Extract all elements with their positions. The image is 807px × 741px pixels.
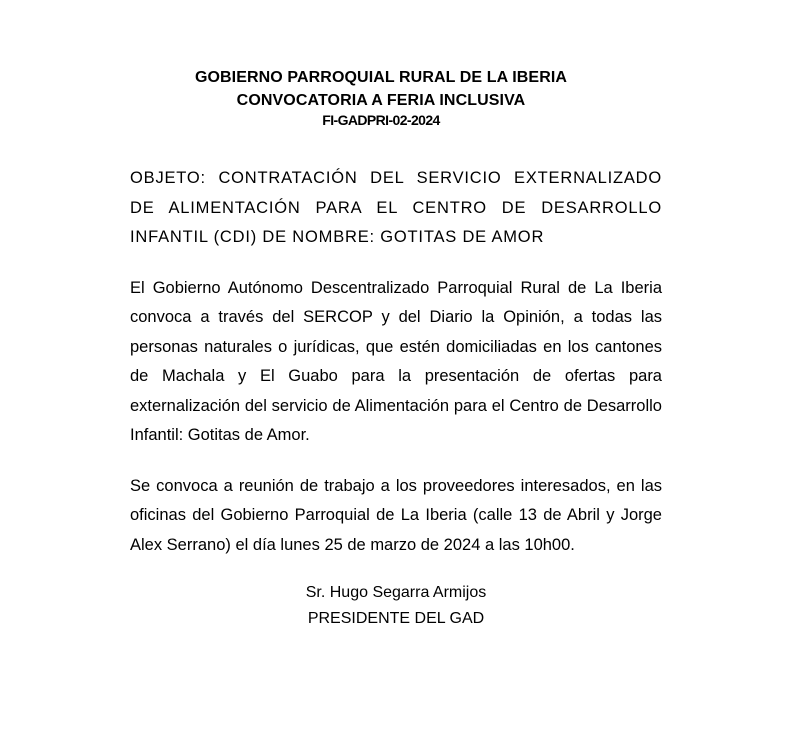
document-code: FI-GADPRI-02-2024	[322, 112, 440, 128]
header-title: GOBIERNO PARROQUIAL RURAL DE LA IBERIA	[194, 69, 568, 86]
document	[130, 66, 662, 632]
body-paragraph-convocation: El Gobierno Autónomo Descentralizado Parroquial Rural de La Iberia convoca a través del SERCOP y del Diario la Opinión, a todas las personas naturales o jurídicas, que estén domiciliadas en los cantones de Machala y El Guabo para la presentación de ofertas para externalización del servicio de Alimentación para el Centro de Desarrollo Infantil: Gotitas de Amor.	[130, 278, 662, 444]
objeto-paragraph: OBJETO: CONTRATACIÓN DEL SERVICIO EXTERNALIZADO DE ALIMENTACIÓN PARA EL CENTRO DE DESARROLLO INFANTIL (CDI) DE NOMBRE: GOTITAS DE AMOR	[130, 169, 662, 246]
signatory-name: Sr. Hugo Segarra Armijos	[305, 584, 487, 601]
document-header	[0, 66, 762, 128]
body-paragraph-meeting: Se convoca a reunión de trabajo a los proveedores interesados, en las oficinas del Gobierno Parroquial de La Iberia (calle 13 de Abril y Jorge Alex Serrano) el día lunes 25 de marzo de 2024 a las 10h00.	[130, 476, 662, 554]
signatory-title: PRESIDENTE DEL GAD	[307, 610, 485, 627]
header-subtitle: CONVOCATORIA A FERIA INCLUSIVA	[236, 92, 526, 109]
signature-block	[0, 580, 792, 632]
